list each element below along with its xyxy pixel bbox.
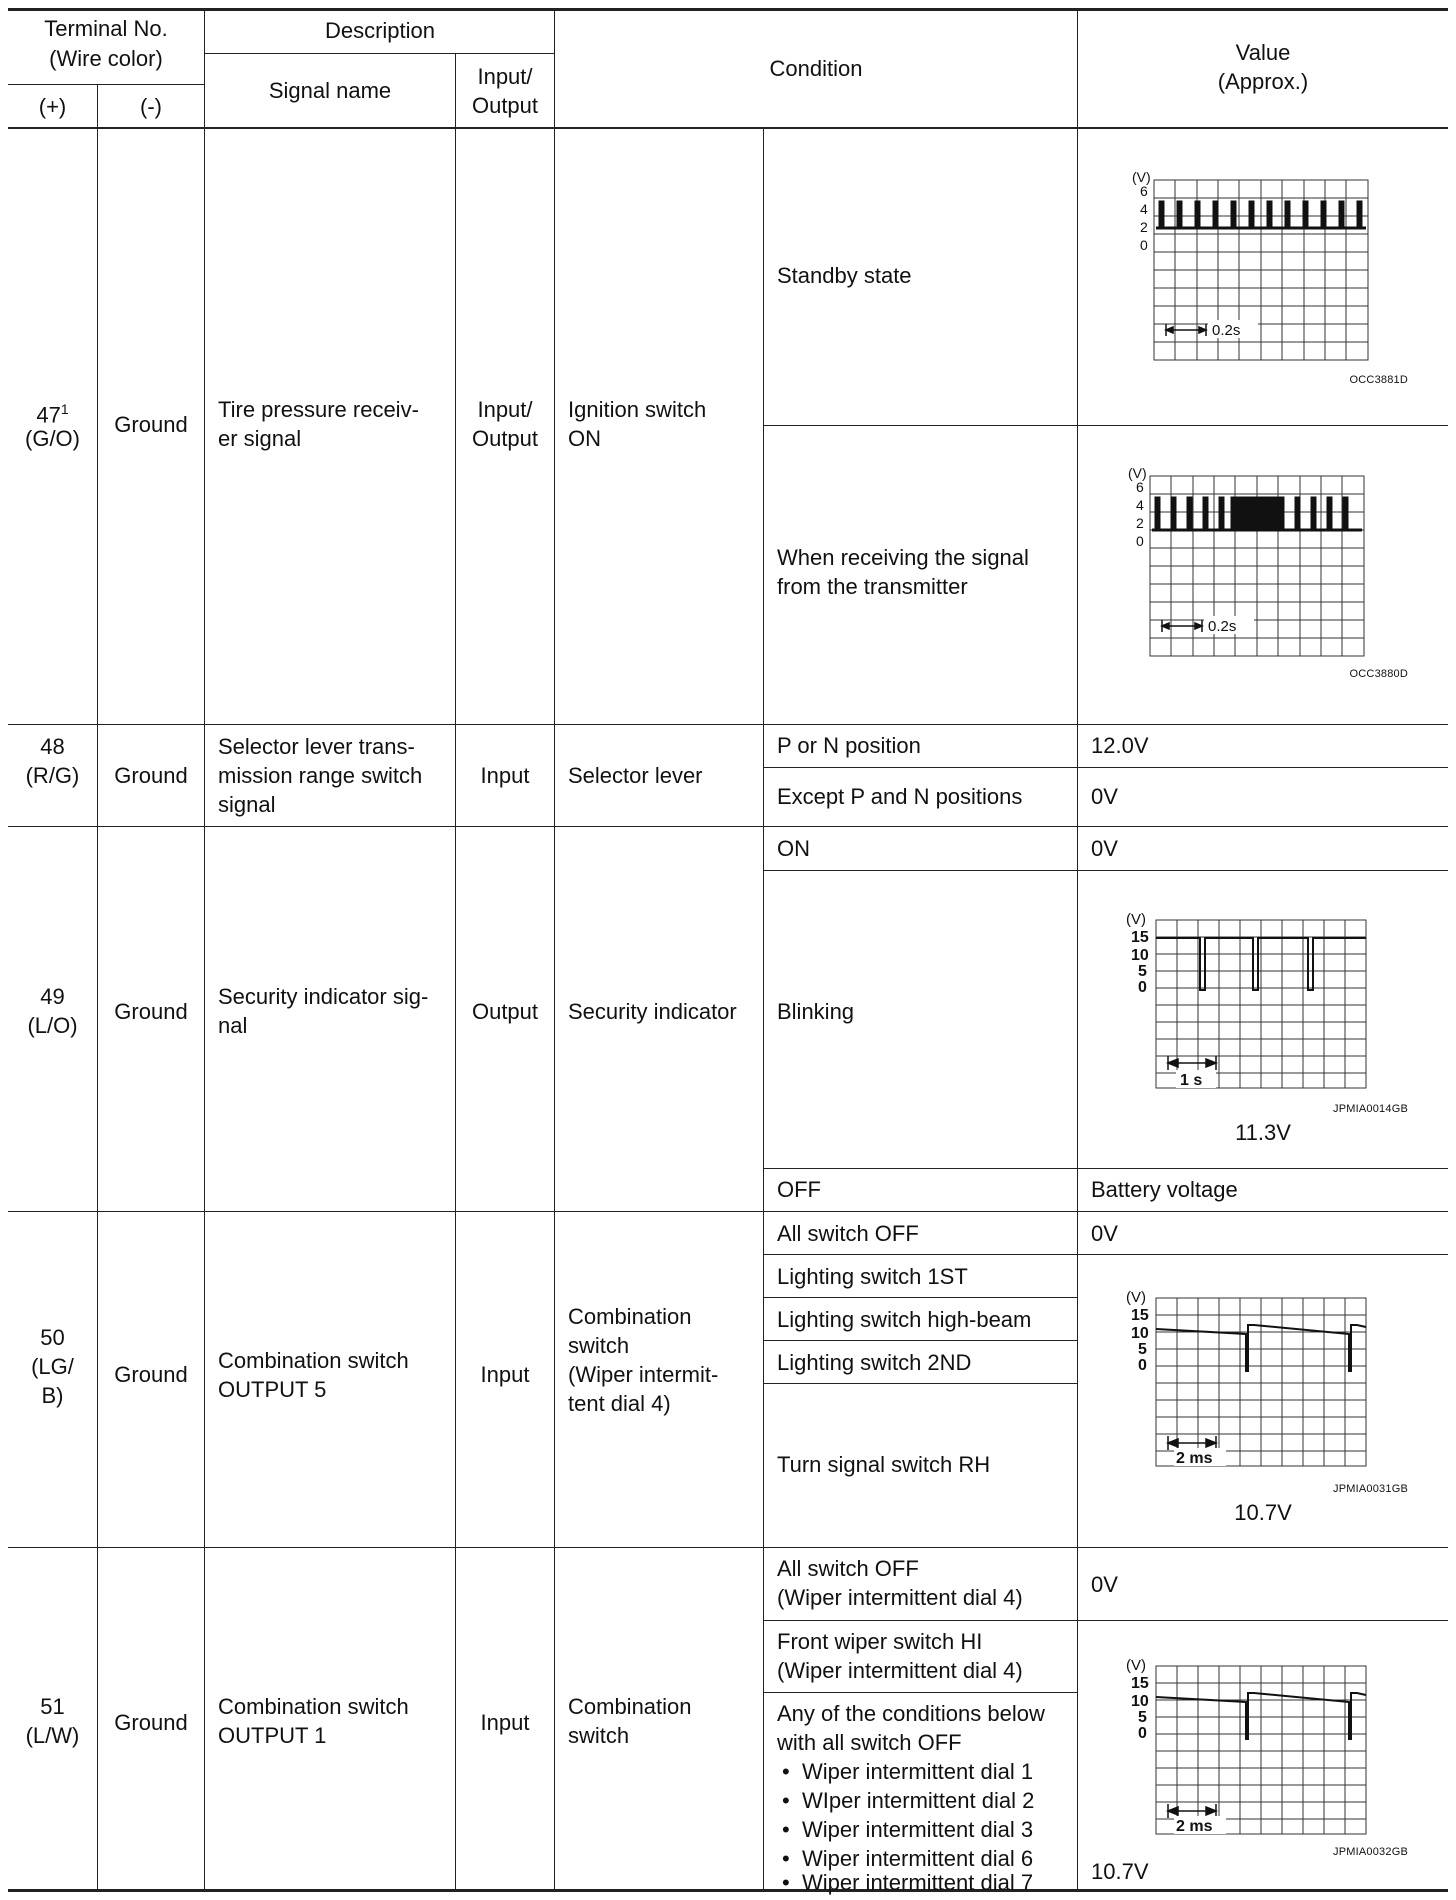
condition: Selector lever (568, 763, 703, 788)
terminal-number: 50 (40, 1325, 65, 1350)
sub-condition: When receiving the signal from the transmitter (777, 545, 1029, 599)
y-tick: 5 (1138, 1341, 1147, 1358)
header-wire-color: (Wire color) (49, 46, 163, 71)
wire-color: (R/G) (25, 763, 80, 788)
rule (763, 1297, 1077, 1298)
value: 10.7V (1091, 1859, 1149, 1884)
terminal-number: 49 (40, 984, 65, 1009)
rule (763, 1620, 1448, 1621)
bullet-item: Wiper intermittent dial 7 (802, 1870, 1034, 1895)
value: 10.7V (1234, 1500, 1292, 1525)
bullet-item: • (782, 1759, 790, 1784)
y-tick: 5 (1138, 963, 1147, 980)
waveform-receiving-chart (1114, 466, 1374, 676)
y-tick: 0 (1138, 979, 1147, 996)
time-scale-label: 2 ms (1176, 1818, 1213, 1835)
y-tick: 0 (1140, 237, 1148, 253)
waveform-blinking-chart (1116, 910, 1376, 1100)
rule (455, 53, 456, 1890)
rule (554, 8, 555, 1890)
minus-terminal: Ground (114, 1362, 188, 1387)
bullet-item: Wiper intermittent dial 3 (802, 1817, 1034, 1842)
figure-code: OCC3880D (1349, 668, 1408, 680)
rule (763, 425, 1448, 426)
rule (8, 127, 1448, 129)
input-output: Input/ Output (471, 397, 539, 451)
value: 12.0V (1091, 733, 1149, 758)
y-unit-label: (V) (1126, 911, 1146, 928)
sub-condition: All switch OFF (Wiper intermittent dial 4) (777, 1556, 1023, 1610)
bullet-item: • (782, 1817, 790, 1842)
bullet-item: • (782, 1846, 790, 1871)
condition: Combination switch (568, 1694, 692, 1748)
rule (763, 767, 1448, 768)
signal-name: Selector lever trans- mission range switch signal (218, 734, 423, 817)
sub-condition: Any of the conditions below with all switch OFF (777, 1701, 1045, 1755)
value: 11.3V (1235, 1120, 1291, 1145)
y-tick: 10 (1131, 1325, 1149, 1342)
header-value: Value (Approx.) (1217, 40, 1309, 94)
rule (8, 1547, 1448, 1548)
rule (763, 1168, 1448, 1169)
y-tick: 0 (1138, 1725, 1147, 1742)
rule (763, 1383, 1077, 1384)
input-output: Input (480, 763, 530, 788)
condition: Security indicator (568, 999, 737, 1024)
value: 0V (1091, 1572, 1118, 1597)
input-output: Input (480, 1362, 530, 1387)
time-scale-label: 1 s (1180, 1072, 1203, 1089)
y-tick: 6 (1136, 479, 1144, 495)
sub-condition: Except P and N positions (777, 784, 1023, 809)
wire-color: (LG/ B) (31, 1354, 74, 1408)
minus-terminal: Ground (114, 763, 188, 788)
y-tick: 10 (1131, 1693, 1149, 1710)
y-tick: 2 (1140, 219, 1148, 235)
rule (8, 8, 1448, 11)
signal-name: Security indicator sig- nal (218, 984, 429, 1038)
rule (763, 128, 764, 1890)
waveform-output5-chart (1116, 1288, 1376, 1478)
terminal-number: 48 (40, 734, 65, 759)
sub-condition: Lighting switch 1ST (777, 1264, 968, 1289)
wire-color: (L/O) (27, 1013, 78, 1038)
minus-terminal: Ground (114, 412, 188, 437)
y-unit-label: (V) (1126, 1289, 1146, 1306)
sub-condition: All switch OFF (777, 1221, 919, 1246)
rule (8, 1889, 1448, 1892)
y-tick: 4 (1140, 201, 1148, 217)
sub-condition: Blinking (777, 999, 855, 1024)
input-output: Output (471, 999, 539, 1024)
y-tick: 15 (1131, 1307, 1149, 1324)
sub-condition: Standby state (777, 263, 912, 288)
waveform-standby-chart (1118, 170, 1378, 380)
condition: Ignition switch ON (568, 397, 707, 451)
minus-terminal: Ground (114, 999, 188, 1024)
bullet-item: • (782, 1870, 790, 1895)
time-scale-label: 2 ms (1176, 1450, 1213, 1467)
figure-code: JPMIA0031GB (1333, 1483, 1408, 1495)
sub-condition: P or N position (777, 733, 921, 758)
sub-condition: Turn signal switch RH (777, 1452, 991, 1477)
y-tick: 6 (1140, 183, 1148, 199)
rule (8, 826, 1448, 827)
rule (204, 53, 554, 54)
rule (204, 8, 205, 1890)
sub-condition: OFF (777, 1177, 821, 1202)
sub-condition: Lighting switch 2ND (777, 1350, 972, 1375)
connector-terminal-table (8, 8, 1448, 1895)
rule (8, 84, 204, 85)
rule (763, 870, 1448, 871)
sub-condition: Lighting switch high-beam (777, 1307, 1032, 1332)
input-output: Input (480, 1710, 530, 1735)
sub-condition: ON (777, 836, 810, 861)
time-scale-label: 0.2s (1208, 618, 1237, 635)
signal-name: Combination switch OUTPUT 1 (218, 1694, 409, 1748)
y-tick: 0 (1138, 1357, 1147, 1374)
y-unit-label: (V) (1126, 1657, 1146, 1674)
y-tick: 2 (1136, 515, 1144, 531)
value: Battery voltage (1091, 1177, 1238, 1202)
rule (763, 1692, 1077, 1693)
value: 0V (1091, 1221, 1118, 1246)
y-tick: 15 (1131, 1675, 1149, 1692)
bullet-item: Wiper intermittent dial 1 (802, 1759, 1034, 1784)
bullet-item: • (782, 1788, 790, 1813)
signal-name: Tire pressure receiv- er signal (218, 397, 419, 451)
figure-code: JPMIA0032GB (1333, 1846, 1408, 1858)
y-tick: 0 (1136, 533, 1144, 549)
bullet-item: Wiper intermittent dial 6 (802, 1846, 1034, 1871)
y-tick: 4 (1136, 497, 1144, 513)
header-condition: Condition (769, 56, 863, 81)
y-unit-label: (V) (1128, 466, 1147, 481)
terminal-number: $47^1$ (36, 401, 69, 428)
minus-terminal: Ground (114, 1710, 188, 1735)
rule (8, 1211, 1448, 1212)
y-tick: 5 (1138, 1709, 1147, 1726)
y-tick: 15 (1131, 929, 1149, 946)
condition: Combination switch (Wiper intermit- tent dial 4) (568, 1304, 719, 1416)
sub-condition: Front wiper switch HI (Wiper intermittent dial 4) (777, 1629, 1023, 1683)
wire-color: (G/O) (25, 426, 80, 451)
value: 0V (1091, 784, 1118, 809)
header-terminal-no: Terminal No. (44, 16, 168, 41)
header-input-output: Input/ Output (471, 64, 539, 118)
figure-code: JPMIA0014GB (1333, 1103, 1408, 1115)
bullet-item: WIper intermittent dial 2 (802, 1788, 1035, 1813)
rule (8, 724, 1448, 725)
header-description: Description (324, 18, 436, 43)
y-unit-label: (V) (1132, 170, 1151, 185)
signal-name: Combination switch OUTPUT 5 (218, 1348, 409, 1402)
value: 0V (1091, 836, 1118, 861)
figure-code: OCC3881D (1349, 374, 1408, 386)
header-minus: (-) (140, 94, 162, 119)
y-tick: 10 (1131, 947, 1149, 964)
header-signal-name: Signal name (268, 78, 392, 103)
rule (763, 1254, 1448, 1255)
waveform-output1-chart (1116, 1656, 1376, 1846)
terminal-number: 51 (40, 1694, 65, 1719)
rule (763, 1340, 1077, 1341)
header-plus: (+) (38, 94, 67, 119)
time-scale-label: 0.2s (1212, 322, 1241, 339)
rule (97, 84, 98, 1890)
wire-color: (L/W) (25, 1723, 80, 1748)
rule (1077, 8, 1078, 1890)
